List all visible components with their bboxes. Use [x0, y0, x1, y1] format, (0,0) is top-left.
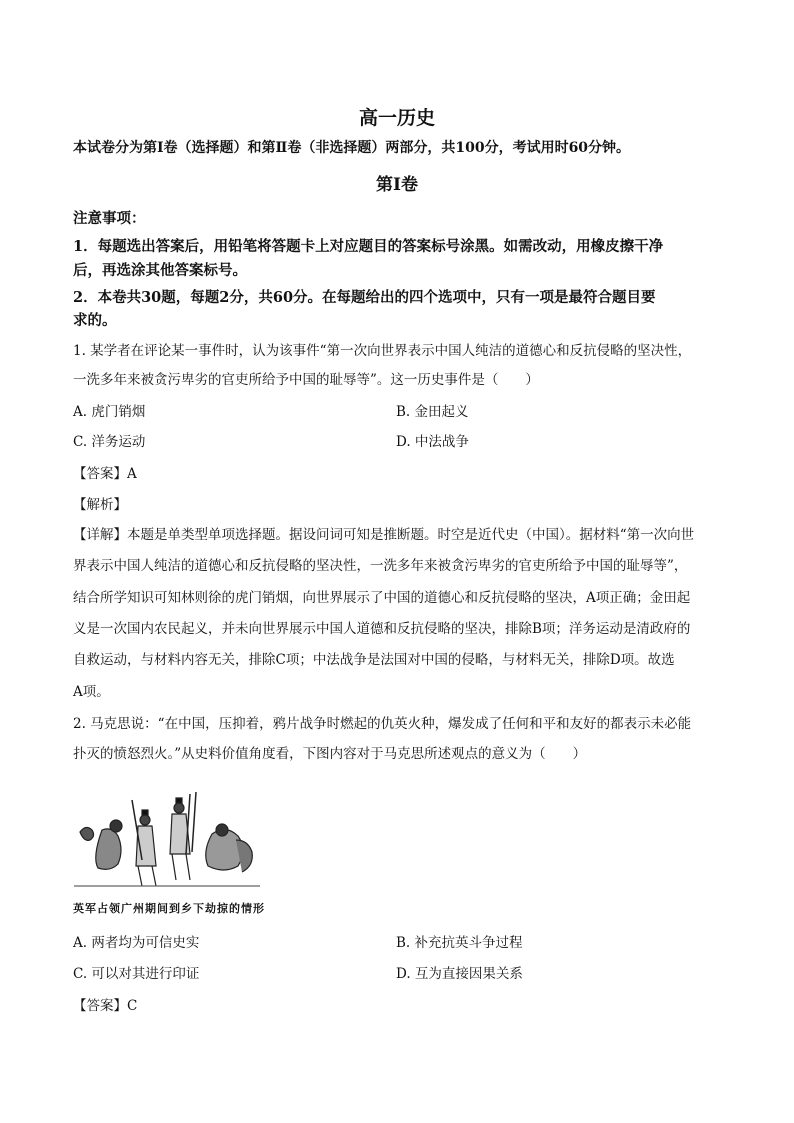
q1-analysis-label: 【解析】 [73, 497, 127, 513]
q1-detail-line-6: A项。 [73, 684, 110, 700]
q1-detail-line-4: 义是一次国内农民起义，并未向世界展示中国人道德和反抗侵略的坚决，排除B项；洋务运动是清政府的 [73, 621, 691, 637]
q2-option-b: B. 补充抗英斗争过程 [396, 935, 523, 951]
q1-option-b: B. 金田起义 [396, 404, 469, 420]
notice-item-1: 1．每题选出答案后，用铅笔将答题卡上对应题目的答案标号涂黑。如需改动，用橡皮擦干净 [73, 238, 664, 255]
q1-detail-line-3: 结合所学知识可知林则徐的虎门销烟，向世界展示了中国的道德心和反抗侵略的坚决，A项正确；金田起 [73, 590, 691, 606]
q1-option-a: A. 虎门销烟 [73, 404, 146, 420]
q2-option-a: A. 两者均为可信史实 [73, 935, 200, 951]
q2-stem-cont: 扑灭的愤怒烈火。”从史料价值角度看，下图内容对于马克思所述观点的意义为（ ） [73, 746, 587, 762]
notice-item-1-cont: 后，再选涂其他答案标号。 [73, 262, 247, 279]
q2-stem: 2. 马克思说：“在中国，压抑着，鸦片战争时燃起的仇英火种，爆发成了任何和平和友好的都表示未必能 [73, 716, 692, 732]
q2-option-d: D. 互为直接因果关系 [396, 966, 523, 982]
notice-item-2: 2．本卷共30题，每题2分，共60分。在每题给出的四个选项中，只有一项是最符合题目要 [73, 289, 656, 306]
exam-intro: 本试卷分为第Ⅰ卷（选择题）和第Ⅱ卷（非选择题）两部分，共100分，考试用时60分钟。 [73, 140, 631, 156]
q1-stem: 1. 某学者在评论某一事件时，认为该事件“第一次向世界表示中国人纯洁的道德心和反抗侵略的坚决性， [73, 343, 692, 359]
q2-option-c: C. 可以对其进行印证 [73, 966, 200, 982]
q1-option-d: D. 中法战争 [396, 434, 469, 450]
notice-title: 注意事项： [73, 210, 146, 227]
historical-illustration [72, 790, 262, 890]
q2-answer: 【答案】C [73, 998, 138, 1014]
q1-detail-line-1: 【详解】本题是单类型单项选择题。据设问词可知是推断题。时空是近代史（中国）。据材料“第一次向世 [73, 527, 695, 543]
illustration-caption: 英军占领广州期间到乡下劫掠的情形 [73, 902, 265, 915]
q1-stem-cont: 一洗多年来被贪污卑劣的官吏所给予中国的耻辱等”。这一历史事件是（ ） [73, 372, 539, 388]
q1-option-c: C. 洋务运动 [73, 434, 146, 450]
q1-detail-line-5: 自救运动，与材料内容无关，排除C项；中法战争是法国对中国的侵略，与材料无关，排除D项。故选 [73, 652, 675, 668]
notice-item-2-cont: 求的。 [73, 312, 117, 329]
q1-answer: 【答案】A [73, 466, 137, 482]
q1-detail-line-2: 界表示中国人纯洁的道德心和反抗侵略的坚决性，一洗多年来被贪污卑劣的官吏所给予中国的耻辱等”， [73, 558, 688, 574]
section-title: 第Ⅰ卷 [376, 175, 418, 195]
page-title: 高一历史 [358, 107, 435, 129]
